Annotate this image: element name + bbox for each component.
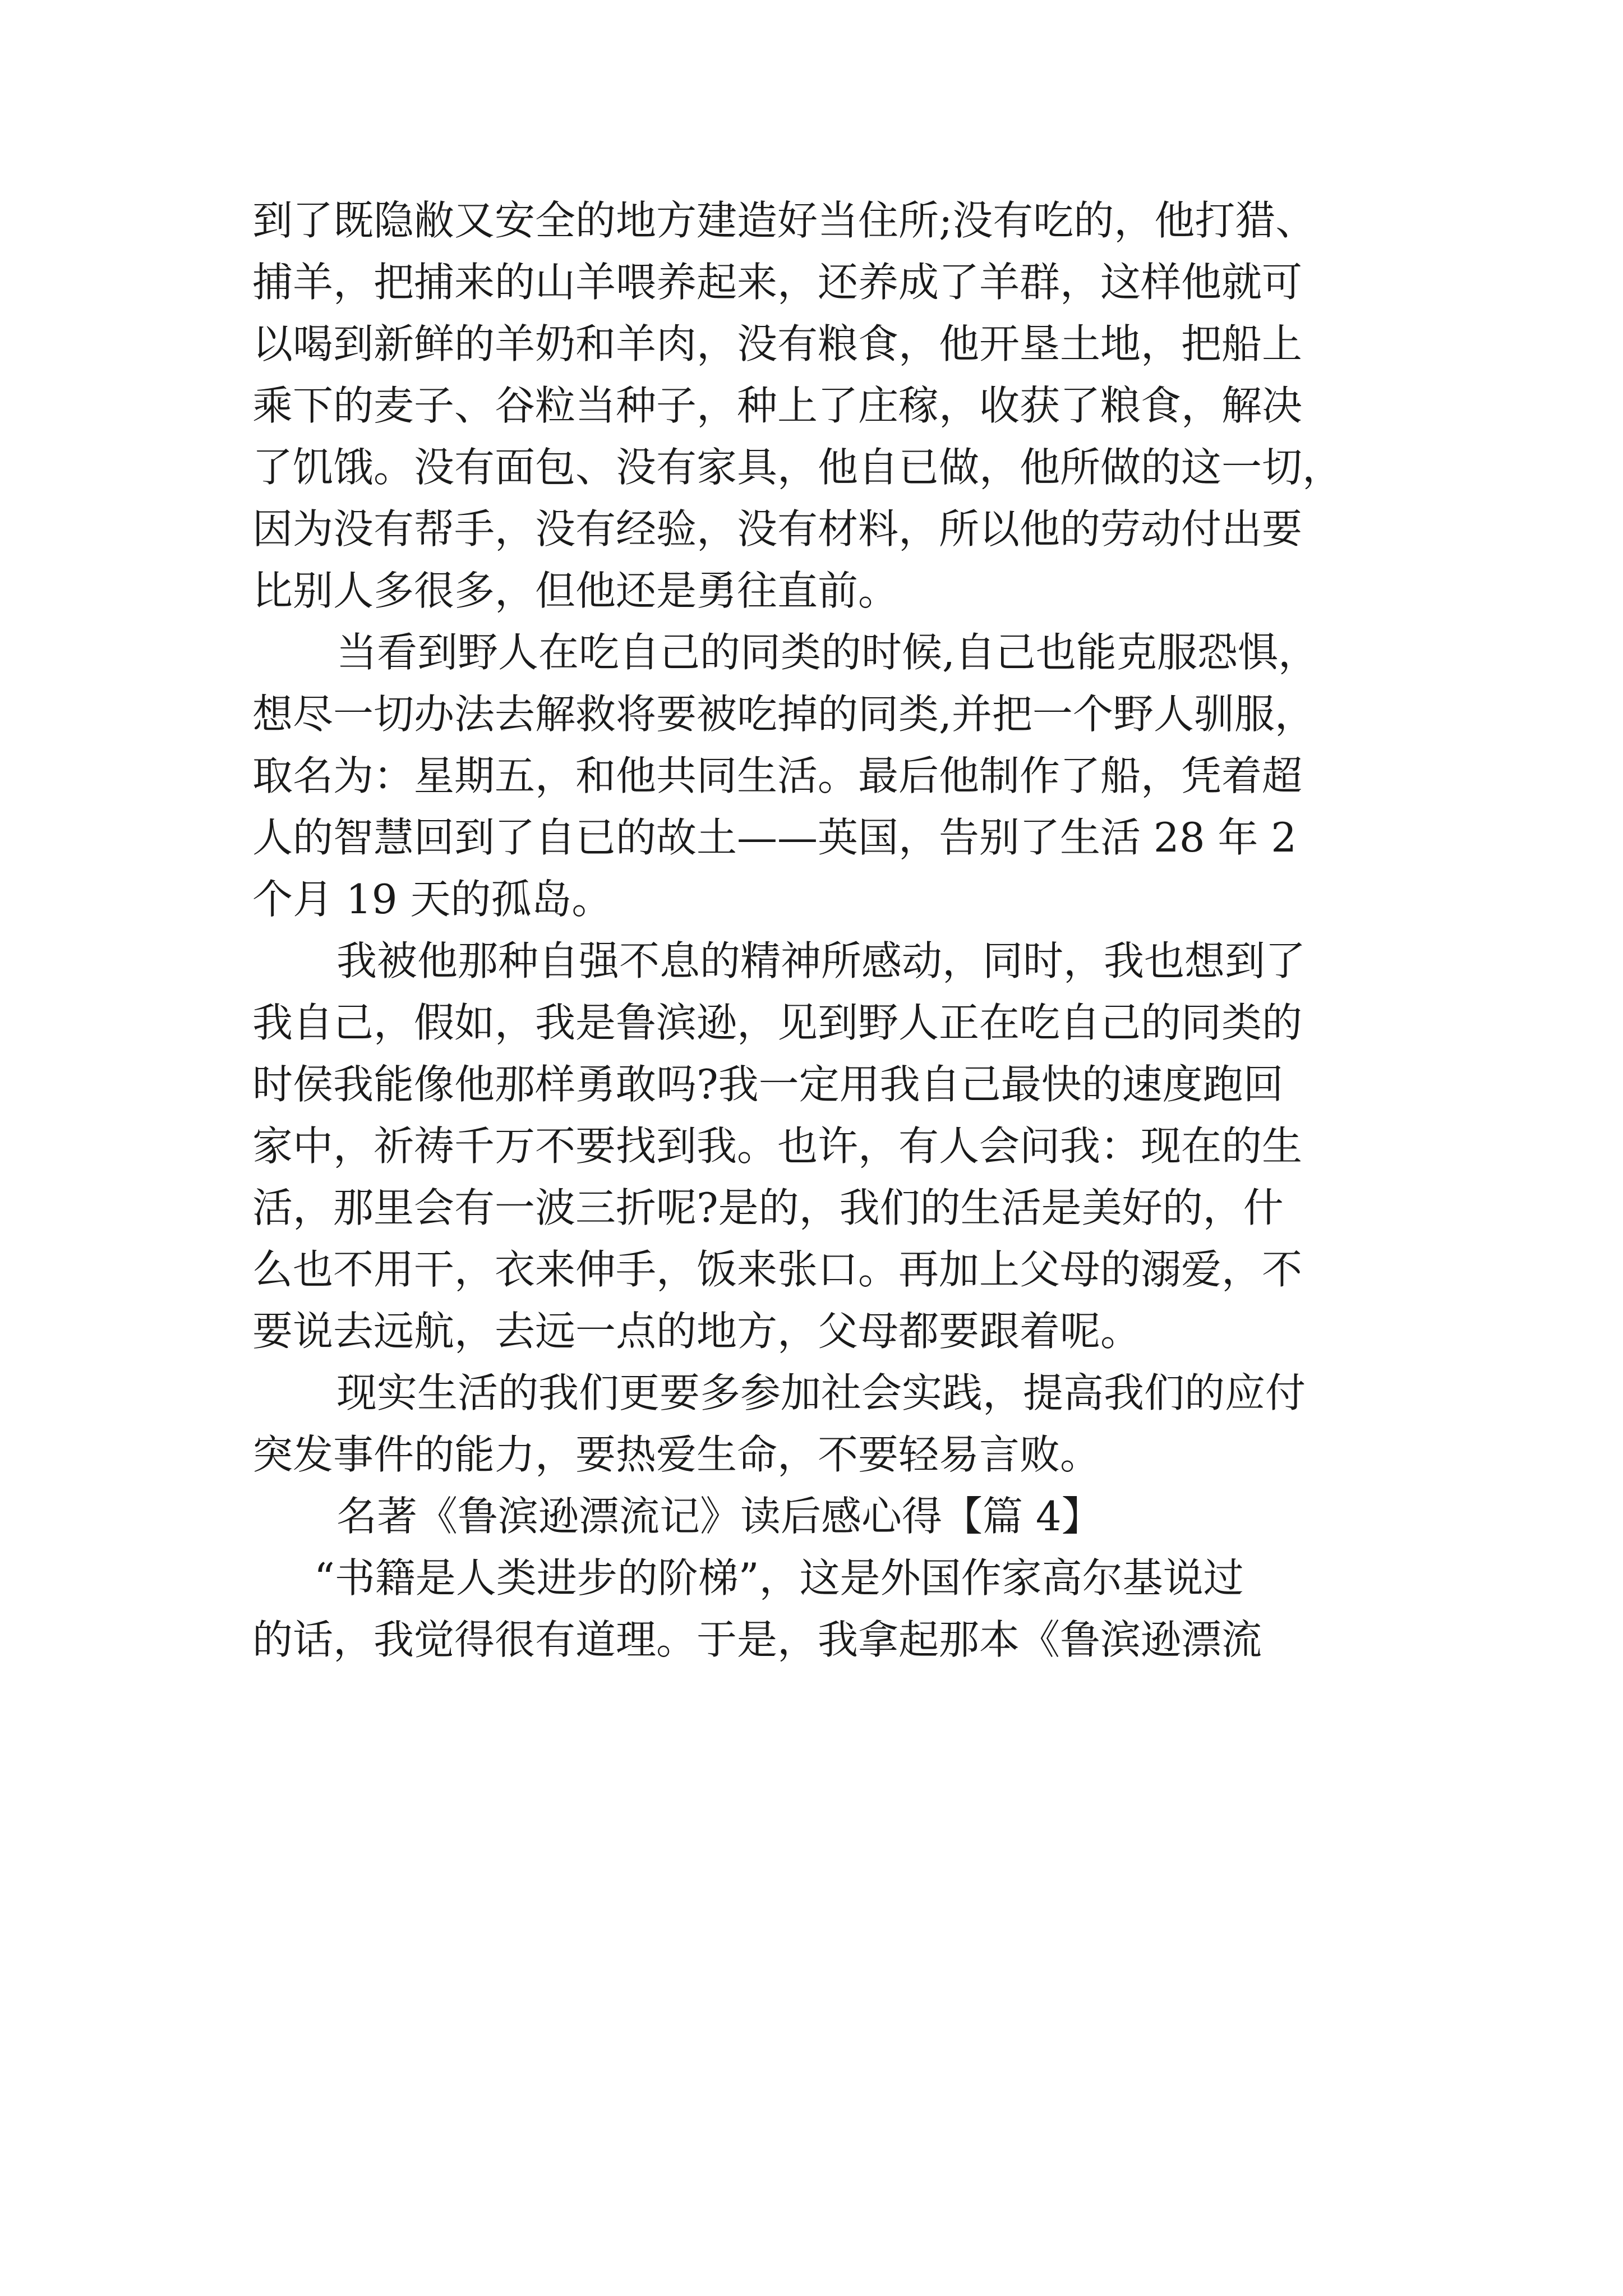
text-line: 突发事件的能力，要热爱生命，不要轻易言败。	[252, 1431, 1101, 1478]
text-line: 比别人多很多，但他还是勇往直前。	[252, 567, 899, 614]
text-line: 我自己，假如，我是鲁滨逊，见到野人正在吃自己的同类的	[252, 999, 1303, 1046]
text-line: 以喝到新鲜的羊奶和羊肉，没有粮食，他开垦土地，把船上	[252, 320, 1303, 367]
text-line: 要说去远航，去远一点的地方，父母都要跟着呢。	[252, 1308, 1141, 1355]
text-line: 个月 19 天的孤岛。	[252, 876, 612, 923]
section-heading: 名著《鲁滨逊漂流记》读后感心得【篇 4】	[336, 1493, 1102, 1540]
paragraph-first-line: 现实生活的我们更要多参加社会实践，提高我们的应付	[336, 1369, 1306, 1416]
text-line: 乘下的麦子、谷粒当种子，种上了庄稼，收获了粮食，解决	[252, 382, 1303, 429]
text-line: 家中，祈祷千万不要找到我。也许，有人会问我：现在的生	[252, 1122, 1303, 1170]
text-line: 因为没有帮手，没有经验，没有材料，所以他的劳动付出要	[252, 505, 1303, 553]
text-line: 到了既隐敝又安全的地方建造好当住所;没有吃的，他打猎、	[252, 197, 1316, 244]
text-line: 的话，我觉得很有道理。于是，我拿起那本《鲁滨逊漂流	[252, 1616, 1262, 1663]
text-line: 取名为：星期五，和他共同生活。最后他制作了船，凭着超	[252, 752, 1303, 799]
text-line: 了饥饿。没有面包、没有家具，他自已做，他所做的这一切，	[252, 444, 1343, 491]
paragraph-first-line: 我被他那种自强不息的精神所感动，同时，我也想到了	[336, 937, 1306, 984]
text-line: 活，那里会有一波三折呢?是的，我们的生活是美好的，什	[252, 1184, 1284, 1231]
paragraph-first-line: 当看到野人在吃自己的同类的时候,自己也能克服恐惧，	[336, 629, 1318, 676]
text-line: 人的智慧回到了自已的故土——英国，告别了生活 28 年 2	[252, 814, 1297, 861]
text-line: 么也不用干，衣来伸手，饭来张口。再加上父母的溺爱，不	[252, 1246, 1303, 1293]
paragraph-first-line: “书籍是人类进步的阶梯”，这是外国作家高尔基说过	[314, 1554, 1244, 1602]
text-line: 时侯我能像他那样勇敢吗?我一定用我自己最快的速度跑回	[252, 1061, 1284, 1108]
text-line: 捕羊，把捕来的山羊喂养起来，还养成了羊群，这样他就可	[252, 259, 1303, 306]
text-line: 想尽一切办法去解救将要被吃掉的同类,并把一个野人驯服，	[252, 691, 1315, 738]
